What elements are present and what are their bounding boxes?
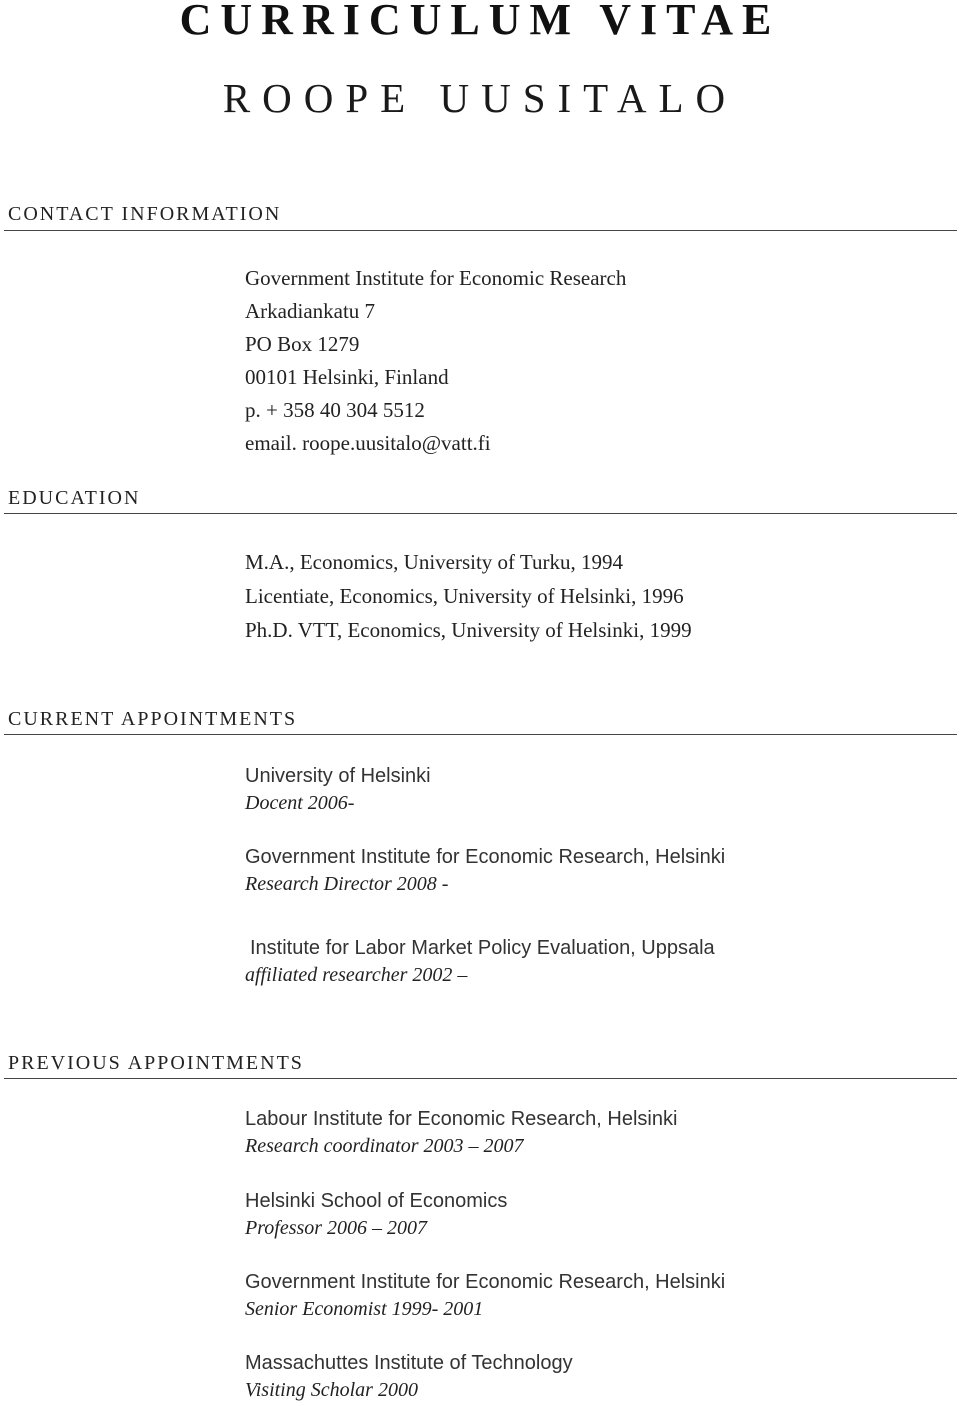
education-heading: EDUCATION	[8, 487, 141, 509]
current-appointments-divider	[4, 734, 957, 735]
previous-institution: Government Institute for Economic Research, Helsinki	[245, 1271, 726, 1293]
contact-heading: CONTACT INFORMATION	[8, 203, 282, 225]
contact-po-box: PO Box 1279	[245, 332, 360, 356]
previous-institution: Labour Institute for Economic Research, Helsinki	[245, 1108, 678, 1130]
previous-role: Research coordinator 2003 – 2007	[245, 1135, 524, 1157]
current-institution: Government Institute for Economic Research, Helsinki	[245, 846, 726, 868]
previous-institution: Helsinki School of Economics	[245, 1190, 508, 1212]
education-licentiate: Licentiate, Economics, University of Helsinki, 1996	[245, 584, 684, 608]
current-role: affiliated researcher 2002 –	[245, 964, 468, 986]
contact-email: email. roope.uusitalo@vatt.fi	[245, 431, 491, 455]
previous-role: Visiting Scholar 2000	[245, 1379, 418, 1401]
current-appointments-heading: CURRENT APPOINTMENTS	[8, 708, 298, 730]
education-phd: Ph.D. VTT, Economics, University of Helsinki, 1999	[245, 618, 692, 642]
previous-appointments-heading: PREVIOUS APPOINTMENTS	[8, 1052, 304, 1074]
contact-street: Arkadiankatu 7	[245, 299, 376, 323]
contact-phone: p. + 358 40 304 5512	[245, 398, 425, 422]
previous-appointments-divider	[4, 1078, 957, 1079]
current-institution: University of Helsinki	[245, 765, 431, 787]
education-ma: M.A., Economics, University of Turku, 1994	[245, 550, 623, 574]
document-title: CURRICULUM VITAE	[179, 0, 781, 44]
current-role: Research Director 2008 -	[245, 873, 449, 895]
previous-institution: Massachuttes Institute of Technology	[245, 1352, 573, 1374]
previous-role: Professor 2006 – 2007	[245, 1217, 428, 1239]
contact-institution: Government Institute for Economic Research	[245, 266, 627, 290]
person-name: ROOPE UUSITALO	[222, 75, 738, 121]
contact-divider	[4, 230, 957, 231]
education-divider	[4, 513, 957, 514]
current-institution: Institute for Labor Market Policy Evaluation, Uppsala	[250, 937, 715, 959]
previous-role: Senior Economist 1999- 2001	[245, 1298, 484, 1320]
current-role: Docent 2006-	[245, 792, 355, 814]
contact-city: 00101 Helsinki, Finland	[245, 365, 449, 389]
